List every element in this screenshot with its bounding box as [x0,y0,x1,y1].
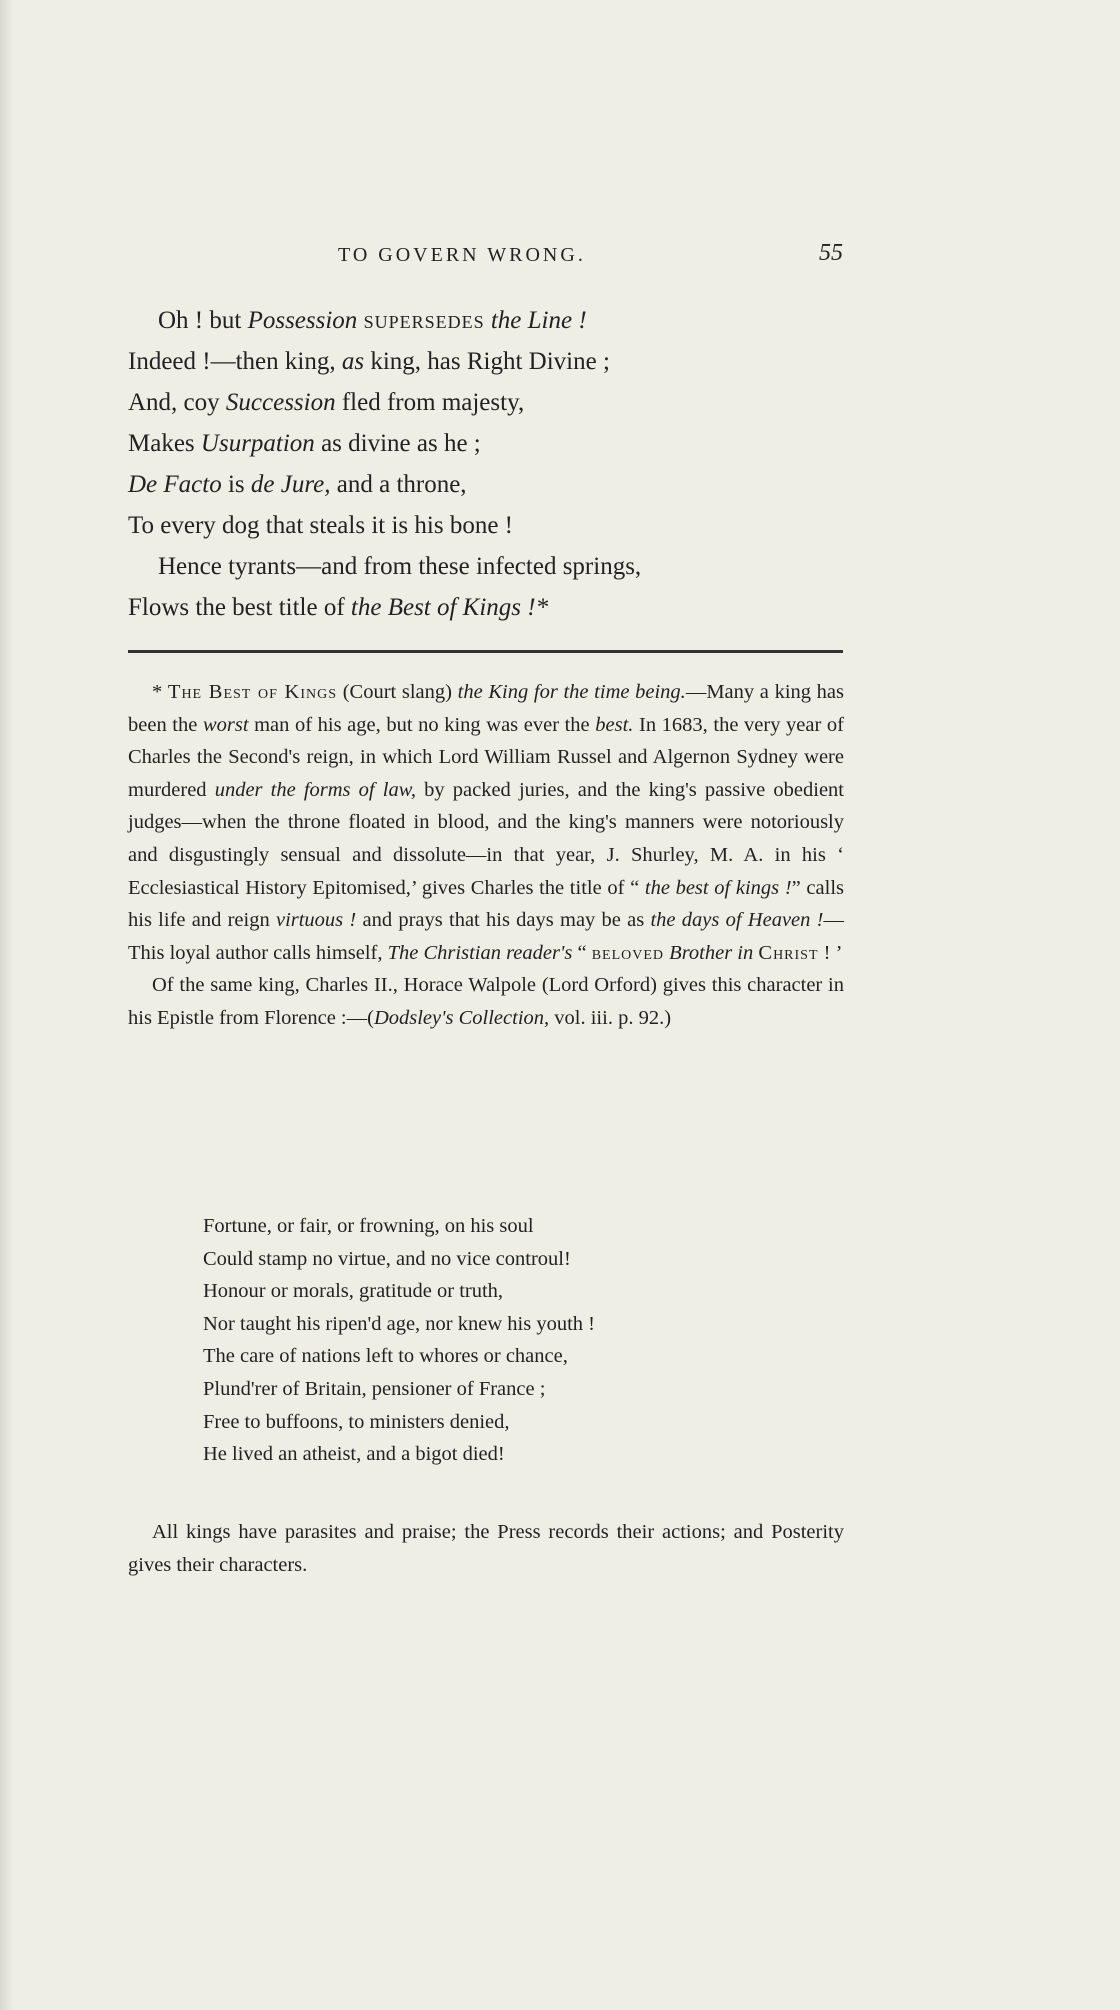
footnote [128,676,844,1035]
closing-paragraph [128,1516,844,1581]
page-number: 55 [819,240,843,266]
running-title: TO GOVERN WRONG. [338,244,586,266]
quote-line-6: Plund'rer of Britain, pensioner of France ; [203,1377,546,1400]
footnote-paragraph-1: * The Best of Kings (Court slang) the King for the time being.—Many a king has been the worst man of his age, but no king was ever the best. In 1683, the very year of Charles the Second's reign, in which Lord William Russel and Algernon Sydney were murdered under the forms of law, by packed juries, and the king's passive obedient judges—when the throne floated in blood, and the king's manners were notoriously and disgustingly sensual and dissolute—in that year, J. Shurley, M. A. in his ‘ Ecclesiastical History Epitomised,’ gives Charles the title of “ the best of kings !” calls his life and reign virtuous ! and prays that his days may be as the days of Heaven !—This loyal author calls himself, The Christian reader's “ beloved Brother in Christ ! ’ [128,681,844,964]
poem-line-7: Hence tyrants—and from these infected springs, [158,553,642,580]
quote-line-4: Nor taught his ripen'd age, nor knew his youth ! [203,1312,595,1335]
quote-line-3: Honour or morals, gratitude or truth, [203,1280,504,1303]
poem-line-2: Indeed !—then king, as king, has Right Divine ; [128,348,610,375]
poem-stanza [128,300,843,628]
poem-line-5: De Facto is de Jure, and a throne, [128,471,467,498]
footnote-rule [128,650,843,653]
page-header [128,240,843,284]
poem-line-6: To every dog that steals it is his bone ! [128,512,513,539]
poem-line-4: Makes Usurpation as divine as he ; [128,430,481,457]
poem-line-8: Flows the best title of the Best of Kings !* [128,594,549,621]
quote-line-2: Could stamp no virtue, and no vice controul! [203,1247,571,1270]
quote-line-5: The care of nations left to whores or chance, [203,1345,568,1368]
closing-text: All kings have parasites and praise; the Press records their actions; and Posterity gives their characters. [128,1521,844,1576]
quote-line-1: Fortune, or fair, or frowning, on his soul [203,1215,534,1237]
footnote-paragraph-2: Of the same king, Charles II., Horace Walpole (Lord Orford) gives this character in his Epistle from Florence :—(Dodsley's Collection, vol. iii. p. 92.) [128,974,844,1029]
poem-line-3: And, coy Succession fled from majesty, [128,389,525,416]
walpole-quotation [203,1210,803,1471]
quote-line-8: He lived an atheist, and a bigot died! [203,1443,505,1466]
quote-line-7: Free to buffoons, to ministers denied, [203,1410,510,1433]
poem-line-1: Oh ! but Possession supersedes the Line ! [158,307,587,334]
page-gutter-shadow [0,0,14,2010]
